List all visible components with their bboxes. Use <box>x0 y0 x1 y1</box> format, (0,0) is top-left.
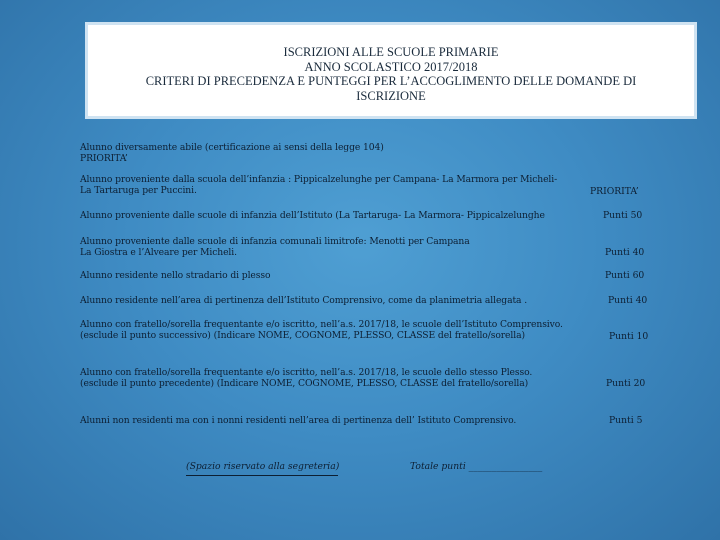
criterion-6-score: Punti 40 <box>608 295 648 306</box>
criterion-text: Alunno residente nello stradario di plesso <box>80 270 271 281</box>
criterion-text: Alunno proveniente dalla scuola dell’infanzia : Pippicalzelunghe per Campana- La Marmora per Micheli- <box>80 174 558 185</box>
criterion-7 <box>80 319 563 341</box>
criterion-2 <box>80 174 557 196</box>
criterion-text: Alunno proveniente dalle scuole di infanzia dell’Istituto (La Tartaruga- La Marmora- Pippicalzelunghe <box>80 210 545 221</box>
title-line-4: ISCRIZIONE <box>356 88 426 103</box>
criterion-text: Alunno residente nell’area di pertinenza dell’Istituto Comprensivo, come da planimetria allegata . <box>80 295 528 306</box>
criterion-text: PRIORITA’ <box>80 153 128 164</box>
criterion-text: Alunno con fratello/sorella frequentante e/o iscritto, nell’a.s. 2017/18, le scuole dello stesso Plesso. <box>80 367 533 378</box>
title-line-1: ISCRIZIONI ALLE SCUOLE PRIMARIE <box>283 45 499 59</box>
total-points-label: Totale punti ________________ <box>410 461 543 472</box>
criterion-text: Alunno proveniente dalle scuole di infanzia comunali limitrofe: Menotti per Campana <box>80 236 470 247</box>
criterion-text: La Giostra e l’Alveare per Micheli. <box>80 247 237 258</box>
reserved-underline <box>186 475 338 476</box>
criterion-3 <box>80 210 545 221</box>
criterion-8-score: Punti 20 <box>606 378 646 389</box>
title-box <box>85 22 697 119</box>
criterion-9-score: Punti 5 <box>609 415 643 426</box>
criterion-6 <box>80 295 527 306</box>
criterion-text: Alunni non residenti ma con i nonni residenti nell’area di pertinenza dell’ Istituto Comprensivo. <box>80 415 517 426</box>
criterion-4 <box>80 236 470 258</box>
criterion-7-score: Punti 10 <box>609 331 649 342</box>
criterion-text: Alunno con fratello/sorella frequentante e/o iscritto, nell’a.s. 2017/18, le scuole dell’Istituto Comprensivo. <box>80 319 563 330</box>
criterion-8 <box>80 367 532 389</box>
criterion-text: (esclude il punto precedente) (Indicare NOME, COGNOME, PLESSO, CLASSE del fratello/sorella) <box>80 378 529 389</box>
criterion-text: La Tartaruga per Puccini. <box>80 185 197 196</box>
criterion-text: (esclude il punto successivo) (Indicare NOME, COGNOME, PLESSO, CLASSE del fratello/sorella) <box>80 330 525 341</box>
criterion-3-score: Punti 50 <box>603 210 643 221</box>
criterion-4-score: Punti 40 <box>605 247 645 258</box>
reserved-space-label: (Spazio riservato alla segreteria) <box>186 461 340 472</box>
criterion-text: Alunno diversamente abile (certificazione ai sensi della legge 104) <box>80 142 384 153</box>
title-line-2: ANNO SCOLASTICO 2017/2018 <box>304 59 478 74</box>
criterion-5-score: Punti 60 <box>605 270 645 281</box>
criterion-2-score: PRIORITA’ <box>590 186 639 197</box>
criterion-9 <box>80 415 516 426</box>
title-line-3: CRITERI DI PRECEDENZA E PUNTEGGI PER L’ACCOGLIMENTO DELLE DOMANDE DI <box>145 74 637 88</box>
criterion-1 <box>80 142 384 164</box>
criterion-5 <box>80 270 270 281</box>
